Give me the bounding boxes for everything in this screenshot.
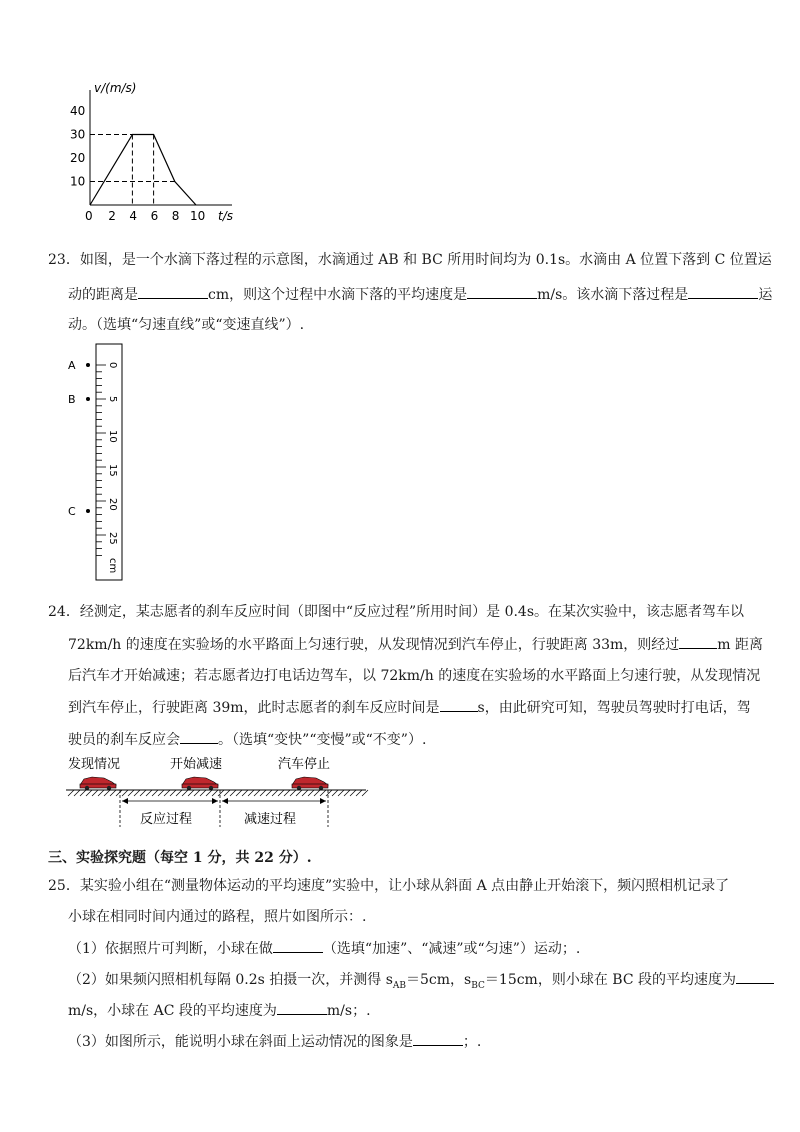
label-deceleration-process: 减速过程 [244, 812, 297, 827]
q23-text-c: m/s。该水滴下落过程是 [537, 287, 689, 303]
water-drop-ruler-diagram [64, 340, 134, 585]
answer-blank-reaction-change[interactable] [180, 729, 218, 744]
water-drop-c [86, 509, 90, 513]
velocity-time-chart [60, 70, 260, 230]
q23-line3: 动。（选填“匀速直线”或“变速直线”）. [68, 317, 305, 333]
q24-text-4a: 到汽车停止，行驶距离 39m，此时志愿者的刹车反应时间是 [68, 700, 440, 716]
road-hatch-line [140, 790, 146, 796]
q24-text-2a: 72km/h 的速度在实验场的水平路面上匀速行驶，从发现情况到汽车停止，行驶距离 33m，则经过 [68, 637, 680, 653]
point-c-label: C [68, 505, 76, 518]
answer-blank-distance[interactable] [138, 284, 208, 299]
q23-line1: 23．如图，是一个水滴下落过程的示意图，水滴通过 AB 和 BC 所用时间均为 0.1s。水滴由 A 位置下落到 C 位置运 [48, 252, 772, 268]
road-hatch-line [338, 790, 344, 796]
road-hatch-line [278, 790, 284, 796]
road-hatch-line [182, 790, 188, 796]
road-hatch-line [68, 790, 74, 796]
road-hatch-line [314, 790, 320, 796]
x-tick-label: 8 [171, 209, 180, 223]
car-braking-diagram [64, 753, 374, 833]
road-hatch-line [146, 790, 152, 796]
q23-text-d: 运 [758, 287, 773, 303]
road-hatch-line [98, 790, 104, 796]
q24-line2 [68, 634, 763, 655]
water-drop-a [86, 363, 90, 367]
road-hatch-line [152, 790, 158, 796]
label-found-situation: 发现情况 [68, 757, 121, 772]
q23-line2 [68, 284, 772, 305]
q25-sub3-text-b: ；. [462, 1034, 482, 1050]
road-hatch-line [158, 790, 164, 796]
road-hatch-line [188, 790, 194, 796]
road-hatch-line [302, 790, 308, 796]
label-start-braking: 开始减速 [170, 757, 223, 772]
x-tick-label: 2 [108, 209, 116, 223]
road-hatch-line [254, 790, 260, 796]
road-hatch-line [290, 790, 296, 796]
q24-line4 [68, 697, 751, 718]
answer-blank-ac-speed[interactable] [277, 1000, 327, 1015]
y-tick-label: 20 [70, 151, 86, 165]
section-heading: 三、实验探究题（每空 1 分，共 22 分）. [48, 850, 312, 866]
answer-blank-motion-type[interactable] [688, 284, 758, 299]
road-hatch-line [356, 790, 362, 796]
road-hatch-line [266, 790, 272, 796]
road-hatch-line [110, 790, 116, 796]
road-hatch-line [272, 790, 278, 796]
road-hatch-line [194, 790, 200, 796]
q25-sub2-text-a: （2）如果频闪照相机每隔 0.2s 拍摄一次，并测得 s [68, 972, 393, 988]
road-hatch-line [344, 790, 350, 796]
road-hatch-line [170, 790, 176, 796]
car-icon-stopped [292, 777, 328, 790]
road-hatch-line [80, 790, 86, 796]
q25-sub2 [68, 969, 774, 996]
road-hatch-line [128, 790, 134, 796]
q25-sub1-text-b: （选填“加速”、“减速”或“匀速”）运动；. [322, 941, 581, 957]
ruler-tick-label: 15 [107, 464, 118, 477]
road-hatch-line [92, 790, 98, 796]
road-hatch-line [230, 790, 236, 796]
q23-text-a: 动的距离是 [68, 287, 138, 303]
road-hatch-line [332, 790, 338, 796]
road-hatch-line [320, 790, 326, 796]
road-hatch-line [242, 790, 248, 796]
road-hatch-line [104, 790, 110, 796]
q24-text-2b: m 距离 [717, 637, 764, 653]
road-hatch-line [284, 790, 290, 796]
road-hatch-line [296, 790, 302, 796]
road-hatch-line [74, 790, 80, 796]
point-b-label: B [68, 393, 76, 406]
label-reaction-process: 反应过程 [140, 812, 193, 827]
q25-sub2-text-b: ＝5cm，s [406, 972, 472, 988]
q25-sub1-text-a: （1）依据照片可判断，小球在做 [68, 941, 273, 957]
answer-blank-speed[interactable] [467, 284, 537, 299]
ruler-unit: cm [107, 558, 118, 574]
subscript-bc: BC [471, 980, 485, 991]
x-axis-label: t/s [218, 209, 233, 223]
car-icon-braking [182, 777, 218, 790]
x-tick-label: 4 [129, 209, 138, 223]
road-hatch-line [116, 790, 122, 796]
q24-text-5b: 。（选填“变快”“变慢”或“不变”）. [218, 732, 427, 748]
ruler-tick-label: 5 [107, 396, 118, 403]
q25-sub3 [68, 1031, 481, 1052]
q23-text-b: cm，则这个过程中水滴下落的平均速度是 [208, 287, 468, 303]
x-tick-label: 6 [150, 209, 159, 223]
q25-line1: 25．某实验小组在“测量物体运动的平均速度”实验中，让小球从斜面 A 点由静止开始滚下，频闪照相机记录了 [48, 878, 730, 894]
road-hatch-line [86, 790, 92, 796]
road-hatch-line [236, 790, 242, 796]
q24-line5 [68, 729, 426, 750]
q24-text-4b: s，由此研究可知，驾驶员驾驶时打电话，驾 [477, 700, 751, 716]
road-hatch-line [350, 790, 356, 796]
q25-line2: 小球在相同时间内通过的路程，照片如图所示：. [68, 909, 367, 925]
q24-line3: 后汽车才开始减速；若志愿者边打电话边驾车，以 72km/h 的速度在实验场的水平路面上匀速行驶，从发现情况 [68, 668, 761, 684]
q25-sub2-text-d: m/s，小球在 AC 段的平均速度为 [68, 1003, 277, 1019]
point-a-label: A [68, 359, 76, 372]
road-hatch-line [176, 790, 182, 796]
ruler-tick-label: 10 [107, 430, 118, 443]
q24-line1: 24．经测定，某志愿者的刹车反应时间（即图中“反应过程”所用时间）是 0.4s。在某次实验中，该志愿者驾车以 [48, 604, 745, 620]
road-hatch-line [122, 790, 128, 796]
road-hatch-line [218, 790, 224, 796]
road-hatch-line [260, 790, 266, 796]
ruler-tick-label: 20 [107, 498, 118, 511]
answer-blank-graph-choice[interactable] [413, 1031, 463, 1046]
q25-sub2-cont [68, 1000, 371, 1021]
subscript-ab: AB [392, 980, 407, 991]
y-tick-label: 30 [70, 127, 86, 142]
road-hatch-line [362, 790, 368, 796]
velocity-line [90, 135, 196, 206]
answer-blank-reaction-distance[interactable] [679, 634, 717, 649]
ruler-tick-label: 0 [107, 362, 118, 369]
road-hatch-line [308, 790, 314, 796]
ruler-tick-label: 25 [107, 532, 118, 545]
answer-blank-reaction-time[interactable] [440, 697, 478, 712]
label-car-stopped: 汽车停止 [278, 757, 331, 772]
origin-label: 0 [85, 209, 93, 223]
road-hatch-line [224, 790, 230, 796]
answer-blank-bc-speed[interactable] [736, 969, 774, 984]
road-hatch-line [206, 790, 212, 796]
q25-sub2-text-e: m/s；. [326, 1003, 371, 1019]
water-drop-b [86, 397, 90, 401]
road-hatch-line [164, 790, 170, 796]
road-hatch-line [248, 790, 254, 796]
y-tick-label: 10 [70, 174, 86, 189]
car-icon-start [80, 777, 116, 790]
q25-sub2-text-c: ＝15cm，则小球在 BC 段的平均速度为 [484, 972, 736, 988]
y-tick-label: 40 [70, 104, 86, 118]
x-tick-label: 10 [190, 209, 206, 223]
y-axis-label: v/(m/s) [94, 81, 137, 95]
answer-blank-motion-kind[interactable] [273, 938, 323, 953]
q25-sub1 [68, 938, 580, 959]
road-hatch-line [134, 790, 140, 796]
q25-sub3-text-a: （3）如图所示，能说明小球在斜面上运动情况的图象是 [68, 1034, 413, 1050]
road-hatch-line [212, 790, 218, 796]
road-hatch-line [326, 790, 332, 796]
road-hatch-line [200, 790, 206, 796]
q24-text-5a: 驶员的刹车反应会 [68, 732, 180, 748]
